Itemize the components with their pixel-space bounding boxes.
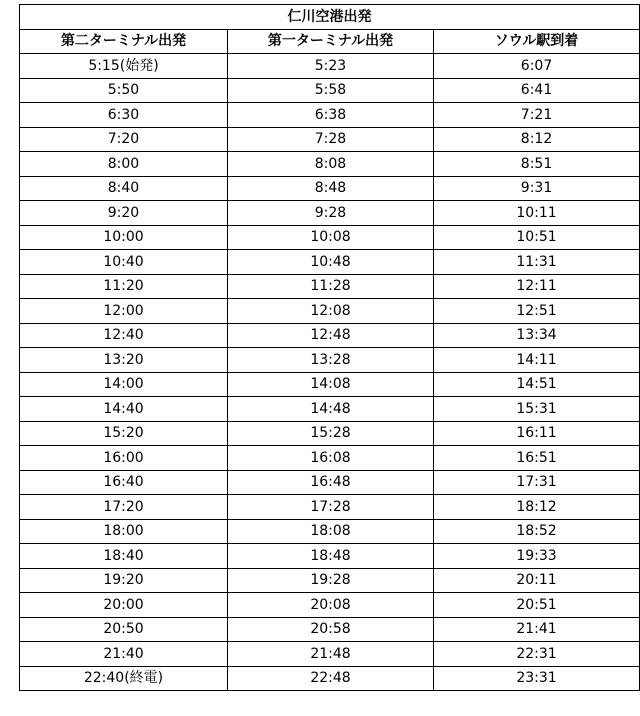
table-row bbox=[20, 495, 640, 520]
terminal-1-departure-cell: 10:08 bbox=[228, 225, 434, 250]
terminal-1-departure-cell: 12:48 bbox=[228, 323, 434, 348]
terminal-2-departure-cell: 7:20 bbox=[20, 127, 228, 152]
terminal-2-departure-cell: 20:00 bbox=[20, 593, 228, 618]
table-row bbox=[20, 152, 640, 177]
terminal-1-departure-cell: 5:58 bbox=[228, 78, 434, 103]
table-row bbox=[20, 323, 640, 348]
terminal-2-departure-cell: 16:00 bbox=[20, 446, 228, 471]
table-row bbox=[20, 446, 640, 471]
header-row bbox=[20, 29, 640, 54]
table-row bbox=[20, 348, 640, 373]
table-row bbox=[20, 274, 640, 299]
table-row bbox=[20, 176, 640, 201]
table-row bbox=[20, 299, 640, 324]
table-row bbox=[20, 568, 640, 593]
terminal-1-departure-cell: 18:08 bbox=[228, 519, 434, 544]
terminal-1-departure-cell: 5:23 bbox=[228, 54, 434, 79]
table-row bbox=[20, 642, 640, 667]
timetable-head bbox=[20, 5, 640, 54]
terminal-1-departure-cell: 17:28 bbox=[228, 495, 434, 520]
seoul-station-arrival-cell: 18:52 bbox=[434, 519, 640, 544]
terminal-1-departure-cell: 18:48 bbox=[228, 544, 434, 569]
seoul-station-arrival-cell: 22:31 bbox=[434, 642, 640, 667]
terminal-2-departure-cell: 6:30 bbox=[20, 103, 228, 128]
seoul-station-arrival-cell: 12:51 bbox=[434, 299, 640, 324]
seoul-station-arrival-cell: 11:31 bbox=[434, 250, 640, 275]
terminal-1-departure-cell: 22:48 bbox=[228, 666, 434, 691]
terminal-1-departure-cell: 20:58 bbox=[228, 617, 434, 642]
terminal-1-departure-cell: 14:08 bbox=[228, 372, 434, 397]
table-row bbox=[20, 127, 640, 152]
seoul-station-arrival-cell: 20:51 bbox=[434, 593, 640, 618]
table-row bbox=[20, 593, 640, 618]
terminal-1-departure-cell: 19:28 bbox=[228, 568, 434, 593]
table-row bbox=[20, 666, 640, 691]
table-row bbox=[20, 250, 640, 275]
terminal-1-departure-cell: 16:48 bbox=[228, 470, 434, 495]
seoul-station-arrival-cell: 9:31 bbox=[434, 176, 640, 201]
terminal-1-departure-cell: 12:08 bbox=[228, 299, 434, 324]
terminal-1-departure-cell: 13:28 bbox=[228, 348, 434, 373]
table-row bbox=[20, 201, 640, 226]
table-row bbox=[20, 519, 640, 544]
seoul-station-arrival-cell: 23:31 bbox=[434, 666, 640, 691]
seoul-station-arrival-cell: 6:07 bbox=[434, 54, 640, 79]
timetable bbox=[19, 4, 640, 691]
seoul-station-arrival-cell: 10:11 bbox=[434, 201, 640, 226]
table-row bbox=[20, 54, 640, 79]
terminal-2-departure-cell: 19:20 bbox=[20, 568, 228, 593]
terminal-2-departure-cell: 14:00 bbox=[20, 372, 228, 397]
table-row bbox=[20, 544, 640, 569]
terminal-2-departure-cell: 18:00 bbox=[20, 519, 228, 544]
seoul-station-arrival-cell: 18:12 bbox=[434, 495, 640, 520]
terminal-1-departure-cell: 10:48 bbox=[228, 250, 434, 275]
seoul-station-arrival-cell: 8:12 bbox=[434, 127, 640, 152]
terminal-2-departure-cell: 10:40 bbox=[20, 250, 228, 275]
seoul-station-arrival-cell: 10:51 bbox=[434, 225, 640, 250]
table-row bbox=[20, 225, 640, 250]
terminal-2-departure-cell: 13:20 bbox=[20, 348, 228, 373]
seoul-station-arrival-cell: 12:11 bbox=[434, 274, 640, 299]
terminal-2-departure-cell: 20:50 bbox=[20, 617, 228, 642]
seoul-station-arrival-cell: 14:11 bbox=[434, 348, 640, 373]
seoul-station-arrival-cell: 13:34 bbox=[434, 323, 640, 348]
seoul-station-arrival-cell: 14:51 bbox=[434, 372, 640, 397]
terminal-2-departure-cell: 14:40 bbox=[20, 397, 228, 422]
terminal-2-departure-cell: 12:40 bbox=[20, 323, 228, 348]
terminal-1-departure-cell: 8:48 bbox=[228, 176, 434, 201]
seoul-station-arrival-cell: 6:41 bbox=[434, 78, 640, 103]
seoul-station-arrival-cell: 20:11 bbox=[434, 568, 640, 593]
terminal-1-departure-cell: 21:48 bbox=[228, 642, 434, 667]
terminal-2-departure-cell: 21:40 bbox=[20, 642, 228, 667]
terminal-1-departure-cell: 20:08 bbox=[228, 593, 434, 618]
table-row bbox=[20, 103, 640, 128]
table-row bbox=[20, 421, 640, 446]
terminal-2-departure-cell: 5:15(始発) bbox=[20, 54, 228, 79]
seoul-station-arrival-cell: 15:31 bbox=[434, 397, 640, 422]
seoul-station-arrival-cell: 17:31 bbox=[434, 470, 640, 495]
table-row bbox=[20, 372, 640, 397]
seoul-station-arrival-cell: 8:51 bbox=[434, 152, 640, 177]
seoul-station-arrival-cell: 7:21 bbox=[434, 103, 640, 128]
terminal-1-departure-cell: 9:28 bbox=[228, 201, 434, 226]
terminal-2-departure-cell: 8:00 bbox=[20, 152, 228, 177]
terminal-2-departure-cell: 8:40 bbox=[20, 176, 228, 201]
terminal-2-departure-cell: 9:20 bbox=[20, 201, 228, 226]
column-header-terminal-1: 第一ターミナル出発 bbox=[228, 29, 434, 54]
column-header-terminal-2: 第二ターミナル出発 bbox=[20, 29, 228, 54]
terminal-2-departure-cell: 18:40 bbox=[20, 544, 228, 569]
terminal-2-departure-cell: 12:00 bbox=[20, 299, 228, 324]
terminal-2-departure-cell: 22:40(終電) bbox=[20, 666, 228, 691]
terminal-1-departure-cell: 16:08 bbox=[228, 446, 434, 471]
table-row bbox=[20, 397, 640, 422]
column-header-seoul-station: ソウル駅到着 bbox=[434, 29, 640, 54]
table-row bbox=[20, 470, 640, 495]
terminal-1-departure-cell: 11:28 bbox=[228, 274, 434, 299]
terminal-1-departure-cell: 8:08 bbox=[228, 152, 434, 177]
seoul-station-arrival-cell: 16:11 bbox=[434, 421, 640, 446]
seoul-station-arrival-cell: 21:41 bbox=[434, 617, 640, 642]
table-title: 仁川空港出発 bbox=[20, 5, 640, 30]
terminal-2-departure-cell: 17:20 bbox=[20, 495, 228, 520]
table-row bbox=[20, 78, 640, 103]
terminal-1-departure-cell: 6:38 bbox=[228, 103, 434, 128]
timetable-body bbox=[20, 54, 640, 691]
terminal-2-departure-cell: 5:50 bbox=[20, 78, 228, 103]
terminal-2-departure-cell: 11:20 bbox=[20, 274, 228, 299]
terminal-2-departure-cell: 10:00 bbox=[20, 225, 228, 250]
seoul-station-arrival-cell: 19:33 bbox=[434, 544, 640, 569]
terminal-1-departure-cell: 14:48 bbox=[228, 397, 434, 422]
seoul-station-arrival-cell: 16:51 bbox=[434, 446, 640, 471]
terminal-2-departure-cell: 15:20 bbox=[20, 421, 228, 446]
title-row bbox=[20, 5, 640, 30]
table-row bbox=[20, 617, 640, 642]
terminal-2-departure-cell: 16:40 bbox=[20, 470, 228, 495]
terminal-1-departure-cell: 15:28 bbox=[228, 421, 434, 446]
terminal-1-departure-cell: 7:28 bbox=[228, 127, 434, 152]
